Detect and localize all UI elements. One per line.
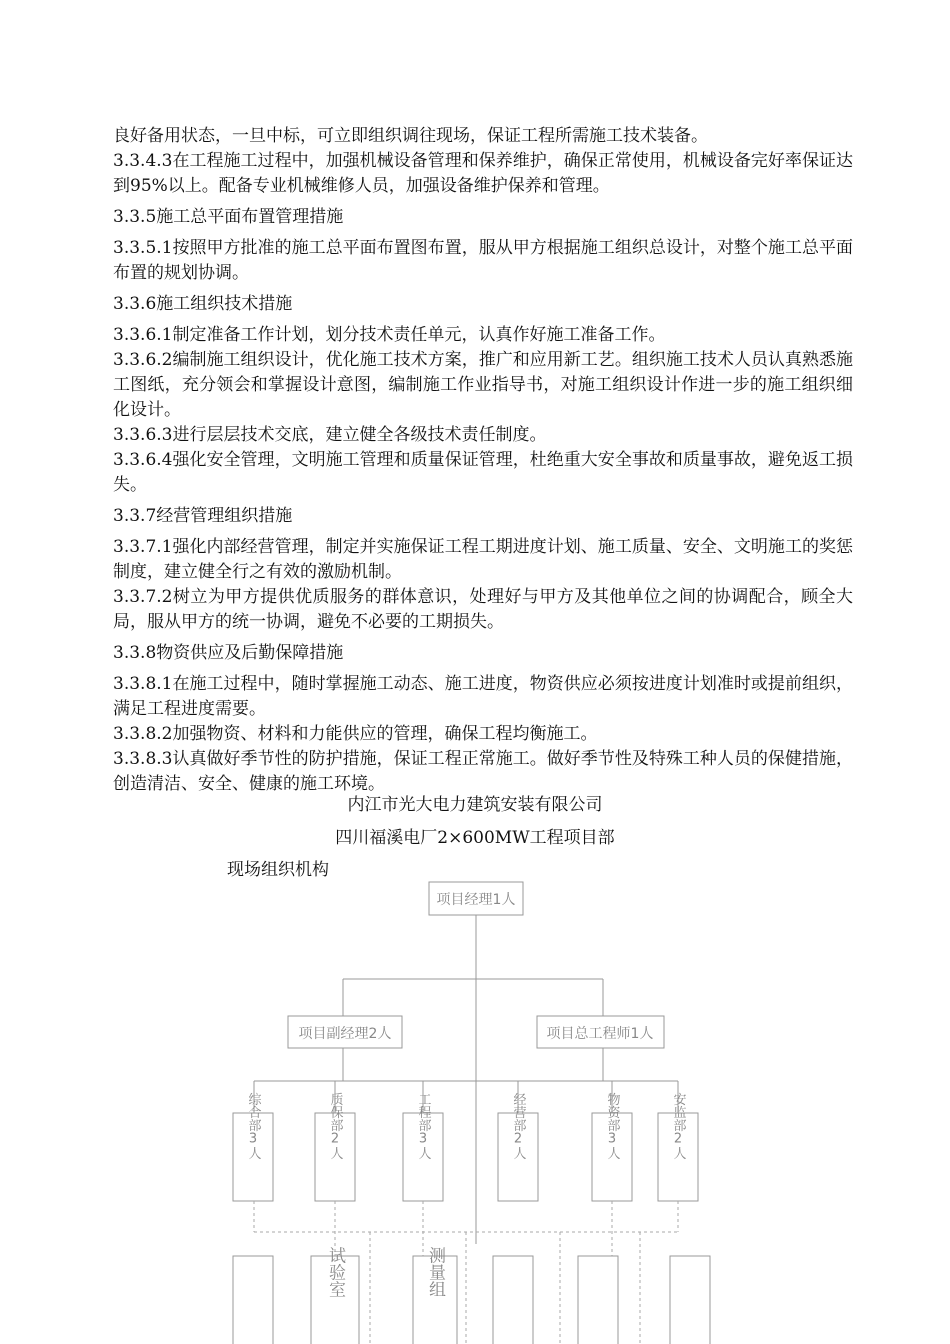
paragraph: 3.3.6.2编制施工组织设计，优化施工技术方案，推广和应用新工艺。组织施工技术人员认真熟悉施工图纸，充分领会和掌握设计意图，编制施工作业指导书，对施工组织设计作进一步的施工组织细化设计。 xyxy=(113,350,853,420)
team-box-5 xyxy=(578,1256,618,1344)
level2-label-right: 项目总工程师1人 xyxy=(546,1026,654,1042)
paragraph: 3.3.5施工总平面布置管理措施 xyxy=(113,207,344,227)
team-label: 测量组 xyxy=(425,1246,445,1298)
paragraph: 3.3.8.2加强物资、材料和力能供应的管理，确保工程均衡施工。 xyxy=(113,724,598,744)
paragraph: 3.3.7.2树立为甲方提供优质服务的群体意识，处理好与甲方及其他单位之间的协调配合，顾全大局，服从甲方的统一协调，避免不必要的工期损失。 xyxy=(113,587,853,632)
paragraph: 良好备用状态，一旦中标，可立即组织调往现场，保证工程所需施工技术装备。 xyxy=(113,126,708,146)
team-box-1 xyxy=(233,1256,273,1344)
paragraph: 3.3.8.3认真做好季节性的防护措施，保证工程正常施工。做好季节性及特殊工种人员的保健措施，创造清洁、安全、健康的施工环境。 xyxy=(113,749,853,794)
paragraph: 3.3.7经营管理组织措施 xyxy=(113,506,293,526)
department-label: 安监部2人 xyxy=(670,1092,686,1160)
paragraph: 3.3.6.3进行层层技术交底，建立健全各级技术责任制度。 xyxy=(113,425,547,445)
level2-label-left: 项目副经理2人 xyxy=(298,1026,392,1042)
org-chart-title: 现场组织机构 xyxy=(227,860,329,880)
project-name: 四川福溪电厂2×600MW工程项目部 xyxy=(335,828,615,848)
paragraph: 3.3.6.4强化安全管理，文明施工管理和质量保证管理，杜绝重大安全事故和质量事故，避免返工损失。 xyxy=(113,450,853,495)
team-box-4 xyxy=(493,1256,533,1344)
paragraph: 3.3.6.1制定准备工作计划，划分技术责任单元，认真作好施工准备工作。 xyxy=(113,325,666,345)
paragraph: 3.3.8.1在施工过程中，随时掌握施工动态、施工进度，物资供应必须按进度计划准时或提前组织，满足工程进度需要。 xyxy=(113,674,853,719)
paragraph: 3.3.6施工组织技术措施 xyxy=(113,294,293,314)
department-label: 经营部2人 xyxy=(510,1092,526,1160)
department-label: 质保部2人 xyxy=(327,1092,343,1160)
team-label: 试验室 xyxy=(325,1246,345,1298)
department-label: 物资部3人 xyxy=(604,1092,620,1160)
department-label: 综合部3人 xyxy=(245,1092,261,1160)
department-label: 工程部3人 xyxy=(415,1092,431,1160)
paragraph: 3.3.5.1按照甲方批准的施工总平面布置图布置，服从甲方根据施工组织总设计，对整个施工总平面布置的规划协调。 xyxy=(113,238,853,283)
company-name: 内江市光大电力建筑安装有限公司 xyxy=(347,795,603,815)
top-box-label: 项目经理1人 xyxy=(436,892,516,908)
paragraph: 3.3.4.3在工程施工过程中，加强机械设备管理和保养维护，确保正常使用，机械设备完好率保证达到95%以上。配备专业机械维修人员，加强设备维护保养和管理。 xyxy=(113,151,853,196)
paragraph: 3.3.8物资供应及后勤保障措施 xyxy=(113,643,344,663)
paragraph: 3.3.7.1强化内部经营管理，制定并实施保证工程工期进度计划、施工质量、安全、文明施工的奖惩制度，建立健全行之有效的激励机制。 xyxy=(113,537,853,582)
team-box-6 xyxy=(670,1256,710,1344)
